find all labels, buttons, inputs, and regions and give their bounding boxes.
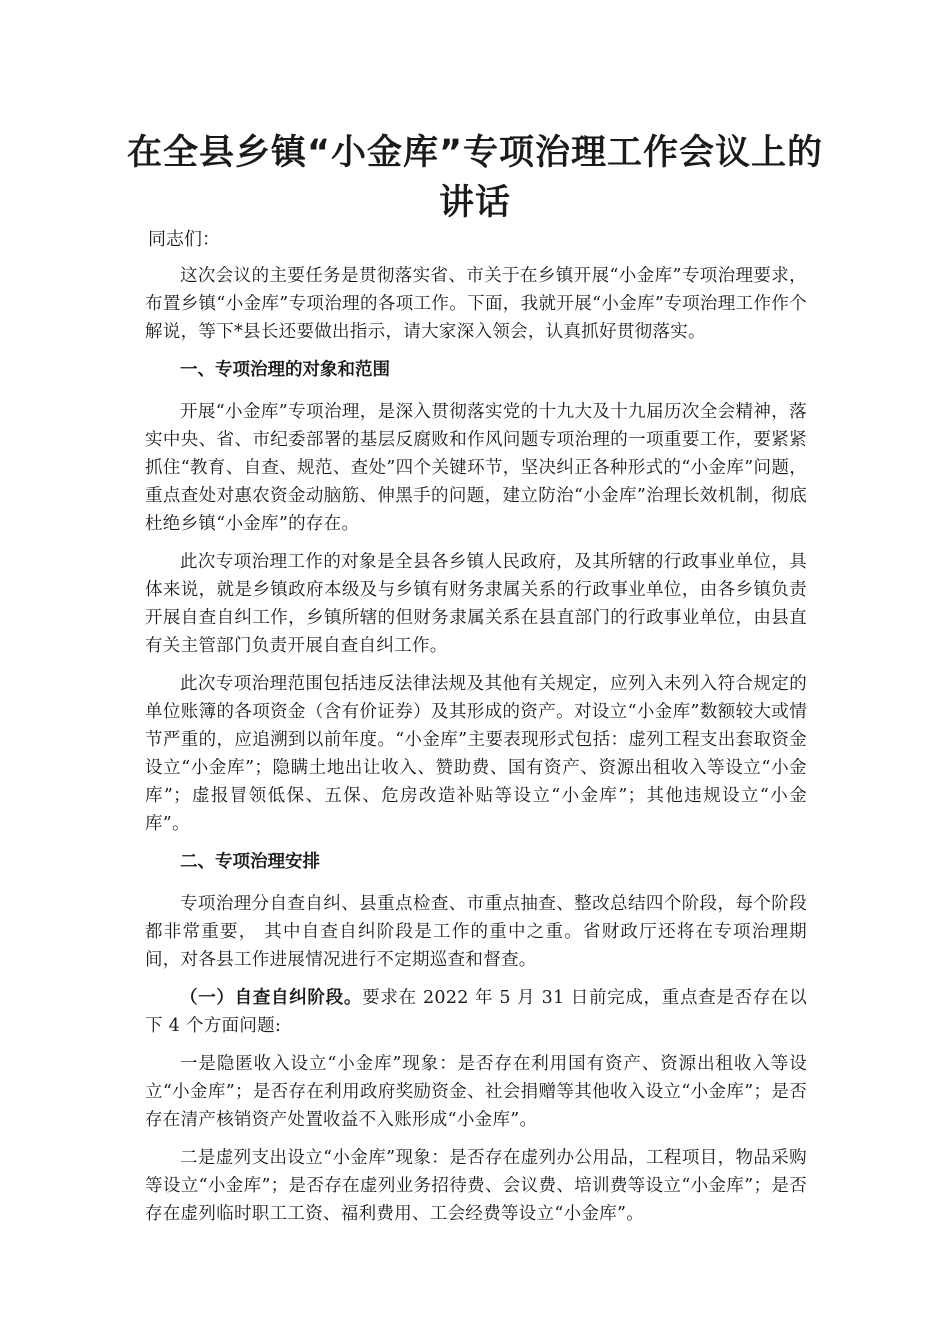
paragraph-scope: 此次专项治理范围包括违反法律法规及其他有关规定，应列入未列入符合规定的单位账簿的各项资金（含有价证券）及其形成的资产。对设立“小金库”数额较大或情节严重的，应追溯到以前年度。“小金库”主要表现形式包括：虚列工程支出套取资金设立“小金库”；隐瞒土地出让收入、赞助费、国有资产、资源出租收入等设立“小金库”；虚报冒领低保、五保、危房改造补贴等设立“小金库”；其他违规设立“小金库”。: [145, 674, 807, 834]
document-title: 在全县乡镇“小金库”专项治理工作会议上的讲话: [126, 133, 823, 223]
self-check-lead: （一）自查自纠阶段。: [180, 988, 363, 1008]
greeting: 同志们：: [148, 229, 220, 250]
section-heading-2: 二、专项治理安排: [180, 852, 320, 872]
paragraph-intro: 这次会议的主要任务是贯彻落实省、市关于在乡镇开展“小金库”专项治理要求，布置乡镇“小金库”专项治理的各项工作。下面，我就开展“小金库”专项治理工作作个解说，等下*县长还要做出指示，请大家深入领会，认真抓好贯彻落实。: [145, 266, 807, 342]
section-heading-1: 一、专项治理的对象和范围: [180, 360, 390, 380]
document-body: [145, 262, 807, 1238]
paragraph-issue-2: 二是虚列支出设立“小金库”现象：是否存在虚列办公用品，工程项目，物品采购等设立“小金库”；是否存在虚列业务招待费、会议费、培训费等设立“小金库”；是否存在虚列临时职工工资、福利费用、工会经费等设立“小金库”。: [145, 1148, 807, 1224]
paragraph-issue-1: 一是隐匿收入设立“小金库”现象：是否存在利用国有资产、资源出租收入等设立“小金库”；是否存在利用政府奖励资金、社会捐赠等其他收入设立“小金库”；是否存在清产核销资产处置收益不入账形成“小金库”。: [145, 1054, 807, 1130]
self-check-text: 要求在 2022 年 5 月 31 日前完成，重点查是否存在以下 4 个方面问题:: [145, 988, 807, 1036]
paragraph-purpose: 开展“小金库”专项治理，是深入贯彻落实党的十九大及十九届历次全会精神，落实中央、省、市纪委部署的基层反腐败和作风问题专项治理的一项重要工作，要紧紧抓住“教育、自查、规范、查处”四个关键环节，坚决纠正各种形式的“小金库”问题，重点查处对惠农资金动脑筋、伸黑手的问题，建立防治“小金库”治理长效机制，彻底杜绝乡镇“小金库”的存在。: [145, 402, 807, 534]
paragraph-self-check: [145, 984, 807, 1040]
paragraph-targets: 此次专项治理工作的对象是全县各乡镇人民政府，及其所辖的行政事业单位，具体来说，就是乡镇政府本级及与乡镇有财务隶属关系的行政事业单位，由各乡镇负责开展自查自纠工作，乡镇所辖的但财务隶属关系在县直部门的行政事业单位，由县直有关主管部门负责开展自查自纠工作。: [145, 552, 807, 656]
paragraph-stages: 专项治理分自查自纠、县重点检查、市重点抽查、整改总结四个阶段，每个阶段都非常重要， 其中自查自纠阶段是工作的重中之重。省财政厅还将在专项治理期间，对各县工作进展情况进行不定期巡查和督查。: [145, 894, 807, 970]
